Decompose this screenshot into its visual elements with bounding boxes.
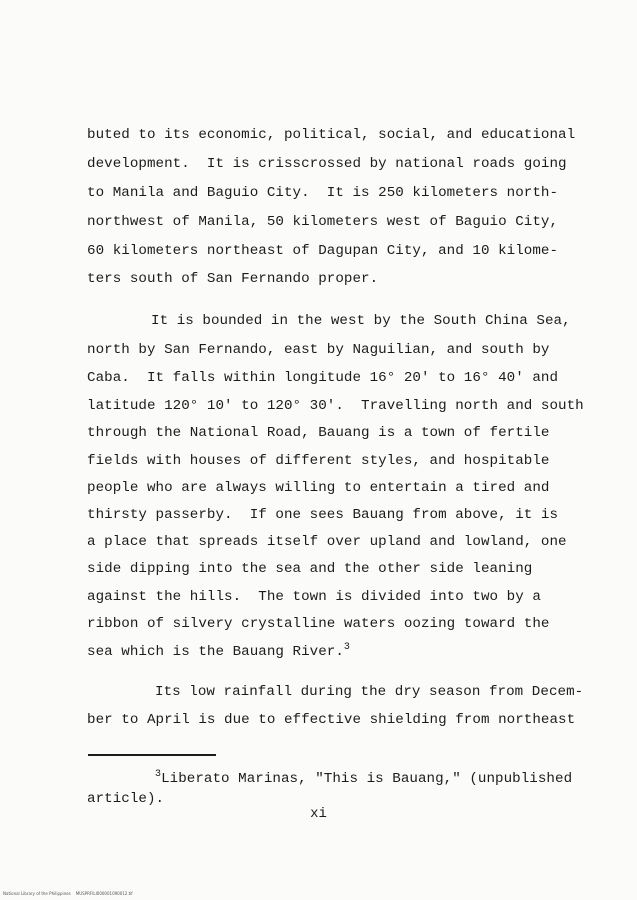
text-line xyxy=(87,643,350,663)
text-line: north by San Fernando, east by Naguilian, and south by xyxy=(87,342,550,358)
text-line: latitude 120° 10' to 120° 30'. Travelling north and south xyxy=(87,398,584,414)
text-line: development. It is crisscrossed by national roads going xyxy=(87,156,567,172)
text-line: fields with houses of different styles, and hospitable xyxy=(87,453,550,469)
text-line: It is bounded in the west by the South China Sea, xyxy=(151,313,571,329)
footnote-text: Liberato Marinas, "This is Bauang," (unpublished xyxy=(161,771,573,787)
page-number: xi xyxy=(310,806,327,822)
text-line: Its low rainfall during the dry season from Decem- xyxy=(155,684,584,700)
footnote-divider xyxy=(88,754,216,756)
text-line: ribbon of silvery crystalline waters oozing toward the xyxy=(87,616,550,632)
text-line: side dipping into the sea and the other side leaning xyxy=(87,561,533,577)
text-line: people who are always willing to entertain a tired and xyxy=(87,480,550,496)
text-line: Caba. It falls within longitude 16° 20' to 16° 40' and xyxy=(87,370,559,386)
text-line: a place that spreads itself over upland and lowland, one xyxy=(87,534,567,550)
text-line: against the hills. The town is divided into two by a xyxy=(87,589,541,605)
text-line: to Manila and Baguio City. It is 250 kilometers north- xyxy=(87,185,559,201)
footnote-line xyxy=(155,770,572,790)
text-line: northwest of Manila, 50 kilometers west of Baguio City, xyxy=(87,214,559,230)
text-line: through the National Road, Bauang is a town of fertile xyxy=(87,425,550,441)
text-segment: sea which is the Bauang River. xyxy=(87,644,344,660)
text-line: 60 kilometers northeast of Dagupan City, and 10 kilome- xyxy=(87,243,559,259)
footnote-reference: 3 xyxy=(343,642,350,653)
scan-stamp: National Library of the Philippines MUSPRFILI000001090012.tif xyxy=(3,891,133,896)
footnote-line: article). xyxy=(87,791,165,807)
text-line: buted to its economic, political, social, and educational xyxy=(87,127,576,143)
text-line: ber to April is due to effective shielding from northeast xyxy=(87,712,576,728)
text-line: ters south of San Fernando proper. xyxy=(87,271,379,287)
footnote-number: 3 xyxy=(155,769,162,780)
text-line: thirsty passerby. If one sees Bauang from above, it is xyxy=(87,507,559,523)
